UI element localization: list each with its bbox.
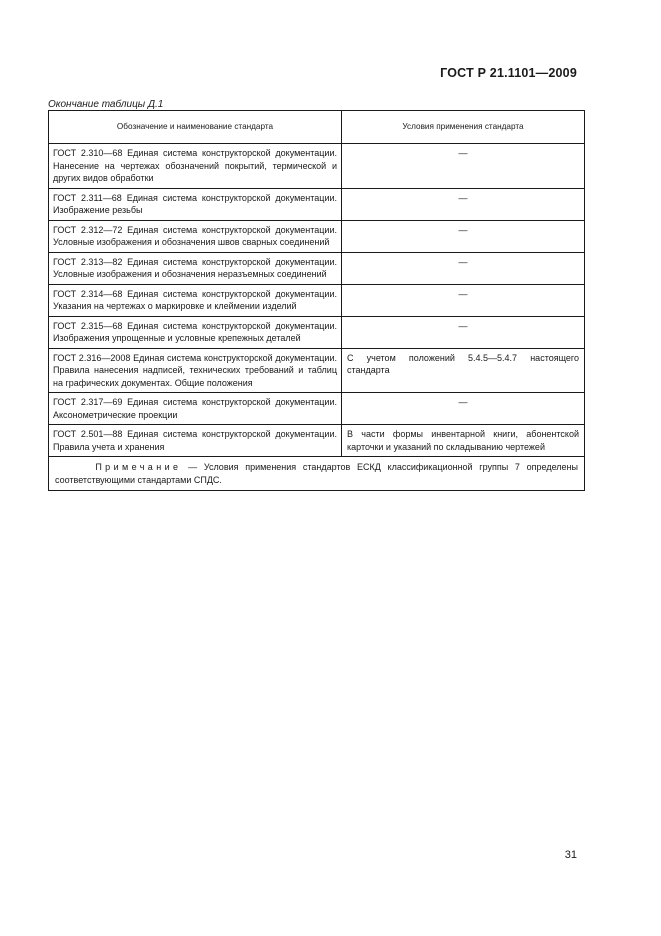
table-row bbox=[49, 220, 585, 252]
column-header-standard: Обозначение и наименование стандарта bbox=[49, 111, 342, 144]
condition-cell: — bbox=[342, 220, 585, 252]
standard-name-cell: ГОСТ 2.501—88 Единая система конструкторской документации. Правила учета и хранения bbox=[49, 425, 342, 457]
condition-cell: — bbox=[342, 316, 585, 348]
condition-cell: — bbox=[342, 144, 585, 189]
condition-cell: — bbox=[342, 284, 585, 316]
standard-name-cell: ГОСТ 2.317—69 Единая система конструкторской документации. Аксонометрические проекции bbox=[49, 393, 342, 425]
standard-name-cell: ГОСТ 2.312—72 Единая система конструкторской документации. Условные изображения и обозначения швов сварных соединений bbox=[49, 220, 342, 252]
standard-name-cell: ГОСТ 2.310—68 Единая система конструкторской документации. Нанесение на чертежах обозначений покрытий, термической и других видов обработки bbox=[49, 144, 342, 189]
standards-table bbox=[48, 110, 585, 491]
table-row bbox=[49, 316, 585, 348]
standard-name-cell: ГОСТ 2.313—82 Единая система конструкторской документации. Условные изображения и обозначения неразъемных соединений bbox=[49, 252, 342, 284]
table-row bbox=[49, 284, 585, 316]
condition-cell: — bbox=[342, 252, 585, 284]
document-code: ГОСТ Р 21.1101—2009 bbox=[440, 66, 577, 80]
table-note bbox=[49, 457, 585, 491]
table-caption: Окончание таблицы Д.1 bbox=[48, 99, 164, 110]
note-label: Примечание bbox=[95, 462, 182, 472]
table-row bbox=[49, 144, 585, 189]
table-row bbox=[49, 393, 585, 425]
condition-cell: — bbox=[342, 393, 585, 425]
standard-name-cell: ГОСТ 2.316—2008 Единая система конструкторской документации. Правила нанесения надписей, технических требований и таблиц на графических документах. Общие положения bbox=[49, 348, 342, 393]
standard-name-cell: ГОСТ 2.311—68 Единая система конструкторской документации. Изображение резьбы bbox=[49, 188, 342, 220]
table-row bbox=[49, 252, 585, 284]
table-row bbox=[49, 348, 585, 393]
page-number: 31 bbox=[564, 849, 577, 861]
table-header-row bbox=[49, 111, 585, 144]
condition-cell: — bbox=[342, 188, 585, 220]
standard-name-cell: ГОСТ 2.315—68 Единая система конструкторской документации. Изображения упрощенные и условные крепежных деталей bbox=[49, 316, 342, 348]
column-header-conditions: Условия применения стандарта bbox=[342, 111, 585, 144]
table-row bbox=[49, 425, 585, 457]
condition-cell: В части формы инвентарной книги, абонентской карточки и указаний по складыванию чертежей bbox=[342, 425, 585, 457]
table-note-row bbox=[49, 457, 585, 491]
note-text: — Условия применения стандартов ЕСКД классификационной группы 7 определены соответствующими стандартами СПДС. bbox=[55, 462, 578, 485]
table-row bbox=[49, 188, 585, 220]
condition-cell: С учетом положений 5.4.5—5.4.7 настоящего стандарта bbox=[342, 348, 585, 393]
standard-name-cell: ГОСТ 2.314—68 Единая система конструкторской документации. Указания на чертежах о маркировке и клеймении изделий bbox=[49, 284, 342, 316]
